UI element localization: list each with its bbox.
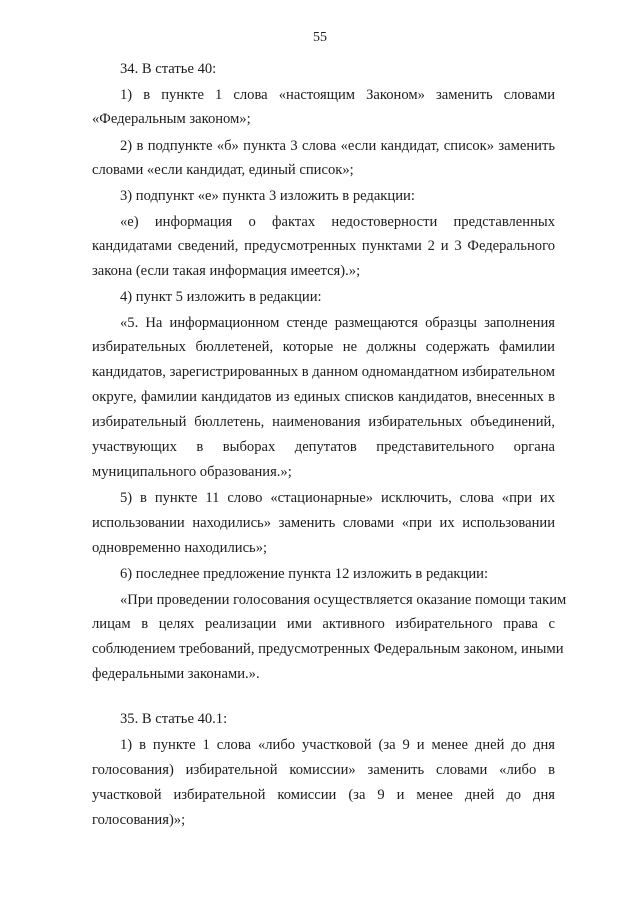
text-line: участвующих в выборах депутатов представительного органа — [92, 439, 555, 455]
text-line: соблюдением требований, предусмотренных Федеральным законом, иными — [92, 641, 564, 657]
text-line: 4) пункт 5 изложить в редакции: — [120, 289, 322, 305]
text-line: лицам в целях реализации ими активного избирательного права с — [92, 616, 555, 632]
text-line: участковой избирательной комиссии (за 9 и менее дней до дня — [92, 787, 555, 803]
text-line: «При проведении голосования осуществляется оказание помощи таким — [120, 592, 567, 608]
text-line: 2) в подпункте «б» пункта 3 слова «если кандидат, список» заменить — [120, 138, 555, 154]
text-line: кандидатами сведений, предусмотренных пунктами 2 и 3 Федерального — [92, 238, 555, 254]
text-line: муниципального образования.»; — [92, 464, 292, 480]
text-line: «е) информация о фактах недостоверности представленных — [120, 214, 555, 230]
text-line: одновременно находились»; — [92, 540, 268, 556]
text-line: 1) в пункте 1 слова «либо участковой (за 9 и менее дней до дня — [120, 737, 555, 753]
text-line: словами «если кандидат, единый список»; — [92, 162, 354, 178]
text-line: округе, фамилии кандидатов из единых списков кандидатов, внесенных в — [92, 389, 555, 405]
text-line: использовании находились» заменить словами «при их использовании — [92, 515, 555, 531]
text-line: голосования)»; — [92, 812, 186, 828]
text-line: 1) в пункте 1 слова «настоящим Законом» заменить словами — [120, 87, 555, 103]
text-line: 5) в пункте 11 слово «стационарные» исключить, слова «при их — [120, 490, 555, 506]
text-line: 6) последнее предложение пункта 12 изложить в редакции: — [120, 566, 489, 582]
text-line: закона (если такая информация имеется).»; — [92, 263, 361, 279]
text-line: 35. В статье 40.1: — [120, 711, 228, 727]
text-line: «Федеральным законом»; — [92, 111, 251, 127]
text-line: избирательных бюллетеней, которые не должны содержать фамилии — [92, 339, 555, 355]
text-line: голосования) избирательной комиссии» заменить словами «либо в — [92, 762, 555, 778]
text-line: избирательный бюллетень, наименования избирательных объединений, — [92, 414, 555, 430]
text-line: кандидатов, зарегистрированных в данном одномандатном избирательном — [92, 364, 555, 380]
text-line: федеральными законами.». — [92, 666, 260, 682]
page-number: 55 — [313, 30, 327, 45]
text-line: «5. На информационном стенде размещаются образцы заполнения — [120, 315, 555, 331]
text-line: 34. В статье 40: — [120, 61, 217, 77]
text-line: 3) подпункт «е» пункта 3 изложить в редакции: — [120, 188, 415, 204]
